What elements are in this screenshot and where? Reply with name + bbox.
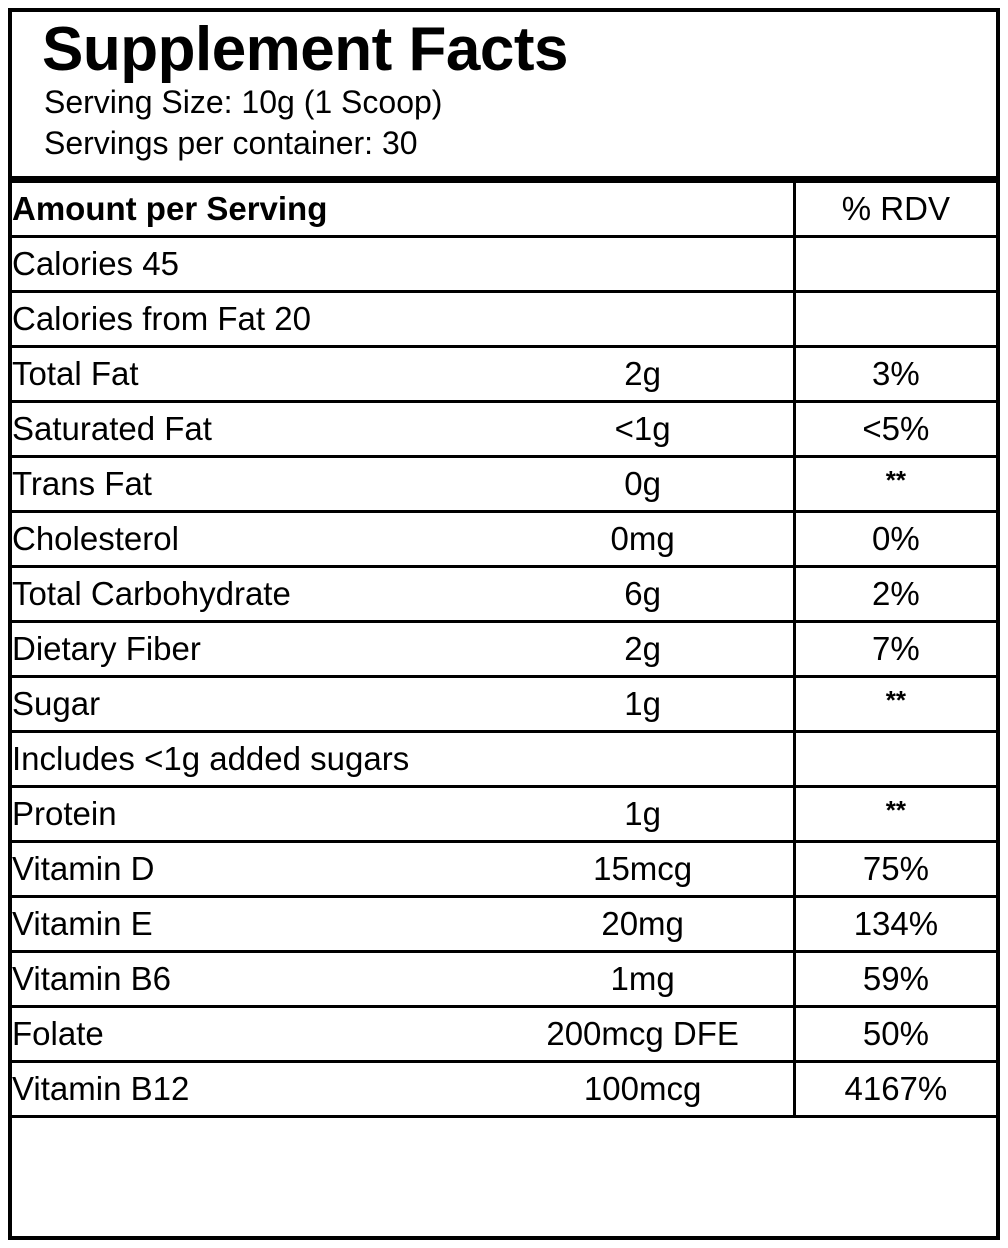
table-row bbox=[12, 622, 996, 677]
table-row bbox=[12, 1007, 996, 1062]
footnote-marker: ** bbox=[885, 685, 907, 716]
row-label: Calories from Fat 20 bbox=[12, 292, 492, 347]
header-divider bbox=[12, 176, 996, 183]
table-header-row bbox=[12, 183, 996, 237]
row-label: Dietary Fiber bbox=[12, 622, 492, 677]
row-label: Protein bbox=[12, 787, 492, 842]
row-amount: 2g bbox=[492, 347, 794, 402]
row-label: Total Fat bbox=[12, 347, 492, 402]
row-amount bbox=[492, 292, 794, 347]
row-amount: 15mcg bbox=[492, 842, 794, 897]
page-title: Supplement Facts bbox=[42, 15, 568, 84]
servings-per-container-text: Servings per container: 30 bbox=[44, 125, 418, 162]
row-label: Total Carbohydrate bbox=[12, 567, 492, 622]
table-row bbox=[12, 457, 996, 512]
row-rdv: 7% bbox=[794, 622, 996, 677]
row-rdv bbox=[794, 732, 996, 787]
label-header bbox=[12, 12, 996, 168]
row-amount: 0mg bbox=[492, 512, 794, 567]
table-row bbox=[12, 402, 996, 457]
row-rdv: 2% bbox=[794, 567, 996, 622]
row-amount: 1mg bbox=[492, 952, 794, 1007]
table-row bbox=[12, 952, 996, 1007]
table-row bbox=[12, 1062, 996, 1117]
row-rdv: 3% bbox=[794, 347, 996, 402]
row-rdv bbox=[794, 292, 996, 347]
row-amount: <1g bbox=[492, 402, 794, 457]
row-label: Trans Fat bbox=[12, 457, 492, 512]
row-rdv: <5% bbox=[794, 402, 996, 457]
table-row bbox=[12, 512, 996, 567]
row-label: Vitamin D bbox=[12, 842, 492, 897]
footnote-marker: ** bbox=[885, 795, 907, 826]
row-rdv: 134% bbox=[794, 897, 996, 952]
row-rdv: 59% bbox=[794, 952, 996, 1007]
table-row bbox=[12, 237, 996, 292]
serving-size-text: Serving Size: 10g (1 Scoop) bbox=[44, 84, 443, 121]
amount-header-spacer bbox=[492, 183, 794, 237]
nutrition-table bbox=[12, 183, 996, 1118]
row-label: Folate bbox=[12, 1007, 492, 1062]
row-label: Includes <1g added sugars bbox=[12, 732, 794, 787]
row-amount: 1g bbox=[492, 677, 794, 732]
row-label: Calories 45 bbox=[12, 237, 492, 292]
table-row bbox=[12, 842, 996, 897]
row-amount: 200mcg DFE bbox=[492, 1007, 794, 1062]
row-amount: 100mcg bbox=[492, 1062, 794, 1117]
row-amount: 20mg bbox=[492, 897, 794, 952]
row-rdv bbox=[794, 787, 996, 842]
row-label: Saturated Fat bbox=[12, 402, 492, 457]
row-rdv bbox=[794, 457, 996, 512]
row-amount: 6g bbox=[492, 567, 794, 622]
row-rdv bbox=[794, 677, 996, 732]
amount-per-serving-header: Amount per Serving bbox=[12, 183, 492, 237]
rdv-header: % RDV bbox=[794, 183, 996, 237]
row-rdv: 0% bbox=[794, 512, 996, 567]
row-label: Cholesterol bbox=[12, 512, 492, 567]
table-row bbox=[12, 897, 996, 952]
row-amount: 1g bbox=[492, 787, 794, 842]
row-amount: 0g bbox=[492, 457, 794, 512]
table-row bbox=[12, 732, 996, 787]
row-rdv: 75% bbox=[794, 842, 996, 897]
row-label: Vitamin B12 bbox=[12, 1062, 492, 1117]
row-label: Vitamin B6 bbox=[12, 952, 492, 1007]
row-rdv: 50% bbox=[794, 1007, 996, 1062]
table-row bbox=[12, 292, 996, 347]
supplement-facts-panel bbox=[8, 8, 1000, 1240]
footnote-marker: ** bbox=[885, 465, 907, 496]
table-row bbox=[12, 347, 996, 402]
row-amount bbox=[492, 237, 794, 292]
table-row bbox=[12, 677, 996, 732]
row-rdv bbox=[794, 237, 996, 292]
row-amount: 2g bbox=[492, 622, 794, 677]
row-label: Vitamin E bbox=[12, 897, 492, 952]
table-row bbox=[12, 567, 996, 622]
row-label: Sugar bbox=[12, 677, 492, 732]
row-rdv: 4167% bbox=[794, 1062, 996, 1117]
table-row bbox=[12, 787, 996, 842]
